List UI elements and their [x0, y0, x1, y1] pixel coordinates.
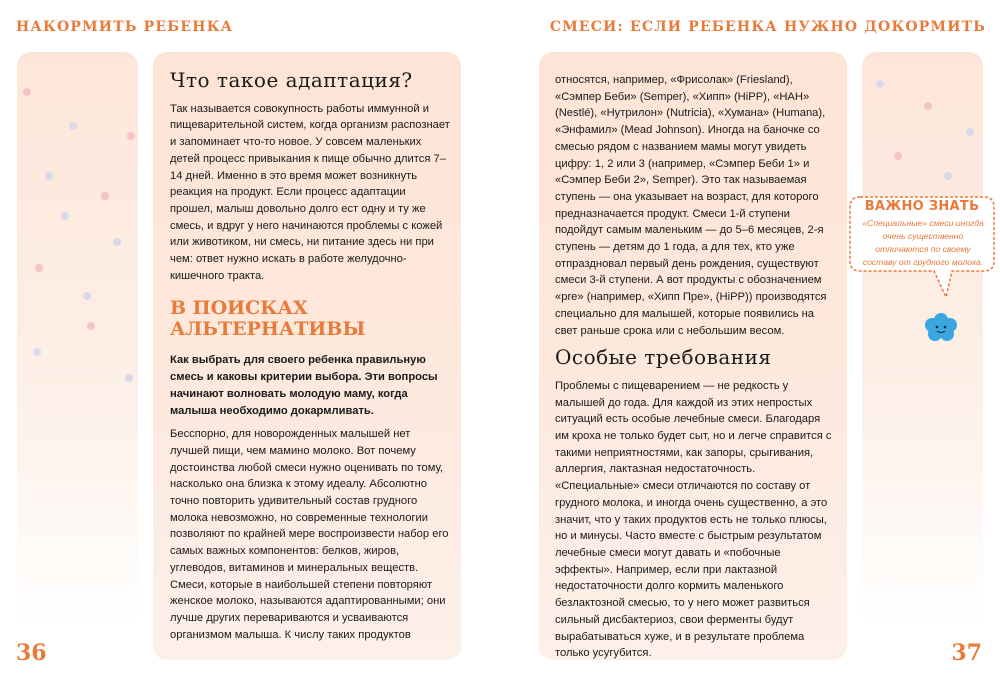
right-side-strip [862, 52, 983, 628]
decor-dot [23, 88, 31, 96]
left-article [170, 68, 450, 650]
decor-dot [83, 292, 91, 300]
decor-dot [966, 128, 974, 136]
heading-alternatives: В ПОИСКАХ АЛЬТЕРНАТИВЫ [170, 297, 366, 341]
decor-dot [125, 374, 133, 382]
heading-special-requirements: Особые требования [555, 345, 772, 370]
decor-dot [101, 192, 109, 200]
heading-adaptation: Что такое адаптация? [170, 68, 413, 92]
decor-dot [45, 172, 53, 180]
paragraph: Так называется совокупность работы иммунной и пищеварительной систем, когда организм распознает и запоминает что-то новое. У совсем маленьких детей процесс привыкания к пище обычно длится 7–14 дней. Именно в это время может возникнуть реакция на продукт. Если процесс адаптации прошел, малыш довольно долго ест одну и ту же смесь, и вдруг у него начинаются проблемы с кожей или животиком, ни смесь, ни питание здесь ни при чем: ответ нужно искать в работе желудочно-кишечного тракта. [170, 102, 450, 282]
running-header-left: НАКОРМИТЬ РЕБЕНКА [16, 19, 234, 35]
lead-paragraph: Как выбрать для своего ребенка правильную смесь и каковы критерии выбора. Эти вопросы начинают волновать молодую маму, когда малыша необходимо докармливать. [170, 354, 438, 417]
decor-dot [127, 132, 135, 140]
left-side-strip [17, 52, 138, 628]
decor-dot [894, 152, 902, 160]
decor-dot [876, 80, 884, 88]
decor-dot [924, 102, 932, 110]
page-number-right: 37 [951, 640, 982, 666]
paragraph: «Специальные» смеси отличаются по составу от грудного молока, и иногда очень существенно, а это значит, что у таких продуктов есть не только плюсы, но и минусы. Часто вместе с быстрым результатом лечебные смеси могут давать и «побочные эффекты». Например, если при лактазной недостаточности долго кормить маленького безлактозной смесью, то у него может развиться сильный дисбактериоз, свои ферменты будут вырабатываться хуже, и в результате проблема только усугубится. [555, 480, 828, 660]
blue-flower-icon [924, 312, 958, 347]
right-article [555, 72, 835, 669]
running-header-right: СМЕСИ: ЕСЛИ РЕБЕНКА НУЖНО ДОКОРМИТЬ [549, 19, 986, 35]
important-note-title: ВАЖНО ЗНАТЬ [864, 199, 980, 214]
decor-dot [113, 238, 121, 246]
important-note-bubble [848, 193, 996, 303]
decor-dot [33, 348, 41, 356]
paragraph: относятся, например, «Фрисолак» (Friesland), «Сэмпер Беби» (Semper), «Хипп» (HiPP), «НАН» (Nestlé), «Нутрилон» (Nutricia), «Хумана» (Humana), «Энфамил» (Mead Johnson). Иногда на баночке со смесью рядом с названием мамы могут увидеть цифру: 1, 2 или 3 (например, «Сэмпер Беби 1» и «Сэмпер Беби 2», Semper). Это так называемая ступень — она указывает на возраст, для которого предназначается продукт. Смеси 1-й ступени подойдут самым маленьким — до 5–6 месяцев, 2-я ступень — детям до 1 года, а для тех, кто уже отпраздновал первый день рождения, существуют смеси 3-й ступени. А вот продукты с обозначением «pre» (например, «Хипп Пре», (HiPP)) производятся специально для малышей, которые появились на свет раньше срока или с небольшим весом. [555, 74, 827, 337]
decor-dot [35, 264, 43, 272]
important-note-text: «Специальные» смеси иногда очень существенно отличаются по своему составу от грудного молока. [862, 218, 984, 267]
page-number-left: 36 [16, 640, 47, 666]
decor-dot [944, 172, 952, 180]
paragraph: Бесспорно, для новорожденных малышей нет лучшей пищи, чем мамино молоко. Вот почему достоинства любой смеси нужно оценивать по тому, насколько она близка к этому идеалу. Абсолютно точно повторить удивительный состав грудного молока невозможно, но современные технологии позволяют по крайней мере воспроизвести набор его самых важных компонентов: белков, жиров, углеводов, витаминов и минеральных веществ. Смеси, которые в наибольшей степени повторяют женское молоко, называются адаптированными; они лучше других перевариваются и усваиваются организмом малыша. К числу таких продуктов [170, 428, 449, 641]
decor-dot [87, 322, 95, 330]
paragraph: Проблемы с пищеварением — не редкость у малышей до года. Для каждой из этих непростых ситуаций есть особые лечебные смеси. Благодаря им кроха не только будет сыт, но и легче справится с такими неприятностями, как запоры, срыгивания, аллергия, лактазная недостаточность. [555, 379, 832, 476]
decor-dot [61, 212, 69, 220]
decor-dot [69, 122, 77, 130]
